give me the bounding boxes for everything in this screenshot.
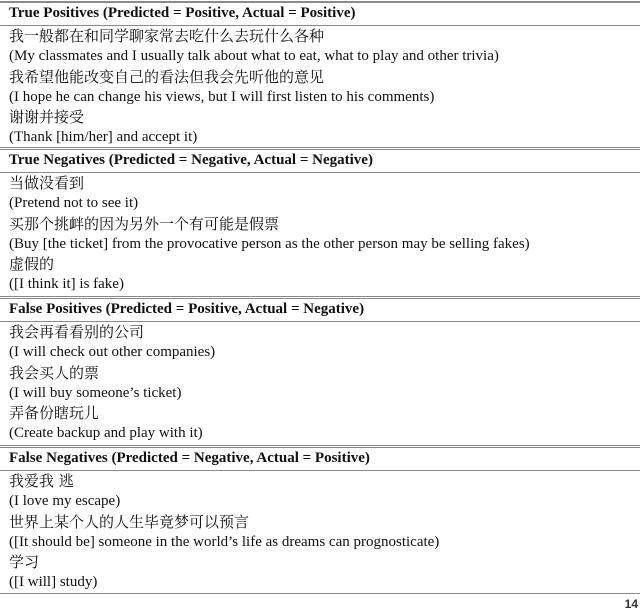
english-translation: ([I will] study) — [9, 574, 98, 591]
page-number: 14 — [624, 597, 638, 611]
english-translation: ([It should be] someone in the world’s life as dreams can prognosticate) — [9, 533, 440, 550]
section-header: True Positives (Predicted = Positive, Actual = Positive) — [0, 3, 640, 26]
english-translation: (Thank [him/her] and accept it) — [9, 129, 198, 146]
true-positives-section — [0, 1, 640, 147]
chinese-response: 世界上某个人的人生毕竟梦可以预言 — [9, 512, 250, 531]
section-header: True Negatives (Predicted = Negative, Actual = Negative) — [0, 150, 640, 173]
chinese-response: 学习 — [9, 553, 40, 572]
chinese-response: 我希望他能改变自己的看法但我会先听他的意见 — [9, 67, 325, 86]
chinese-response: 弄备份瞎玩儿 — [9, 404, 100, 423]
chinese-response: 我一般都在和同学聊家常去吃什么去玩什么各种 — [9, 27, 325, 45]
english-translation: (Create backup and play with it) — [9, 425, 203, 442]
table-bottom-rule — [0, 593, 640, 594]
section-header: False Negatives (Predicted = Negative, Actual = Positive) — [0, 448, 640, 471]
results-table — [0, 1, 640, 594]
english-translation: (My classmates and I usually talk about what to eat, what to play and other trivia) — [9, 48, 499, 65]
section-header: False Positives (Predicted = Positive, Actual = Negative) — [0, 299, 640, 322]
chinese-response: 我会再看看别的公司 — [9, 323, 145, 341]
english-translation: (I love my escape) — [9, 493, 121, 510]
english-translation: (Pretend not to see it) — [9, 195, 139, 212]
english-translation: (I will buy someone’s ticket) — [9, 384, 182, 401]
true-negatives-section — [0, 147, 640, 296]
english-translation: (Buy [the ticket] from the provocative person as the other person may be selling fakes) — [9, 235, 530, 252]
chinese-response: 我爱我 逃 — [9, 472, 74, 490]
false-positives-section — [0, 296, 640, 445]
chinese-response: 虚假的 — [9, 255, 55, 274]
false-negatives-section — [0, 445, 640, 594]
chinese-response: 谢谢并接受 — [9, 108, 85, 127]
english-translation: (I hope he can change his views, but I will first listen to his comments) — [9, 88, 435, 105]
english-translation: (I will check out other companies) — [9, 344, 216, 361]
english-translation: ([I think it] is fake) — [9, 276, 124, 293]
chinese-response: 当做没看到 — [9, 174, 85, 192]
chinese-response: 我会买人的票 — [9, 363, 100, 382]
chinese-response: 买那个挑衅的因为另外一个有可能是假票 — [9, 214, 280, 233]
